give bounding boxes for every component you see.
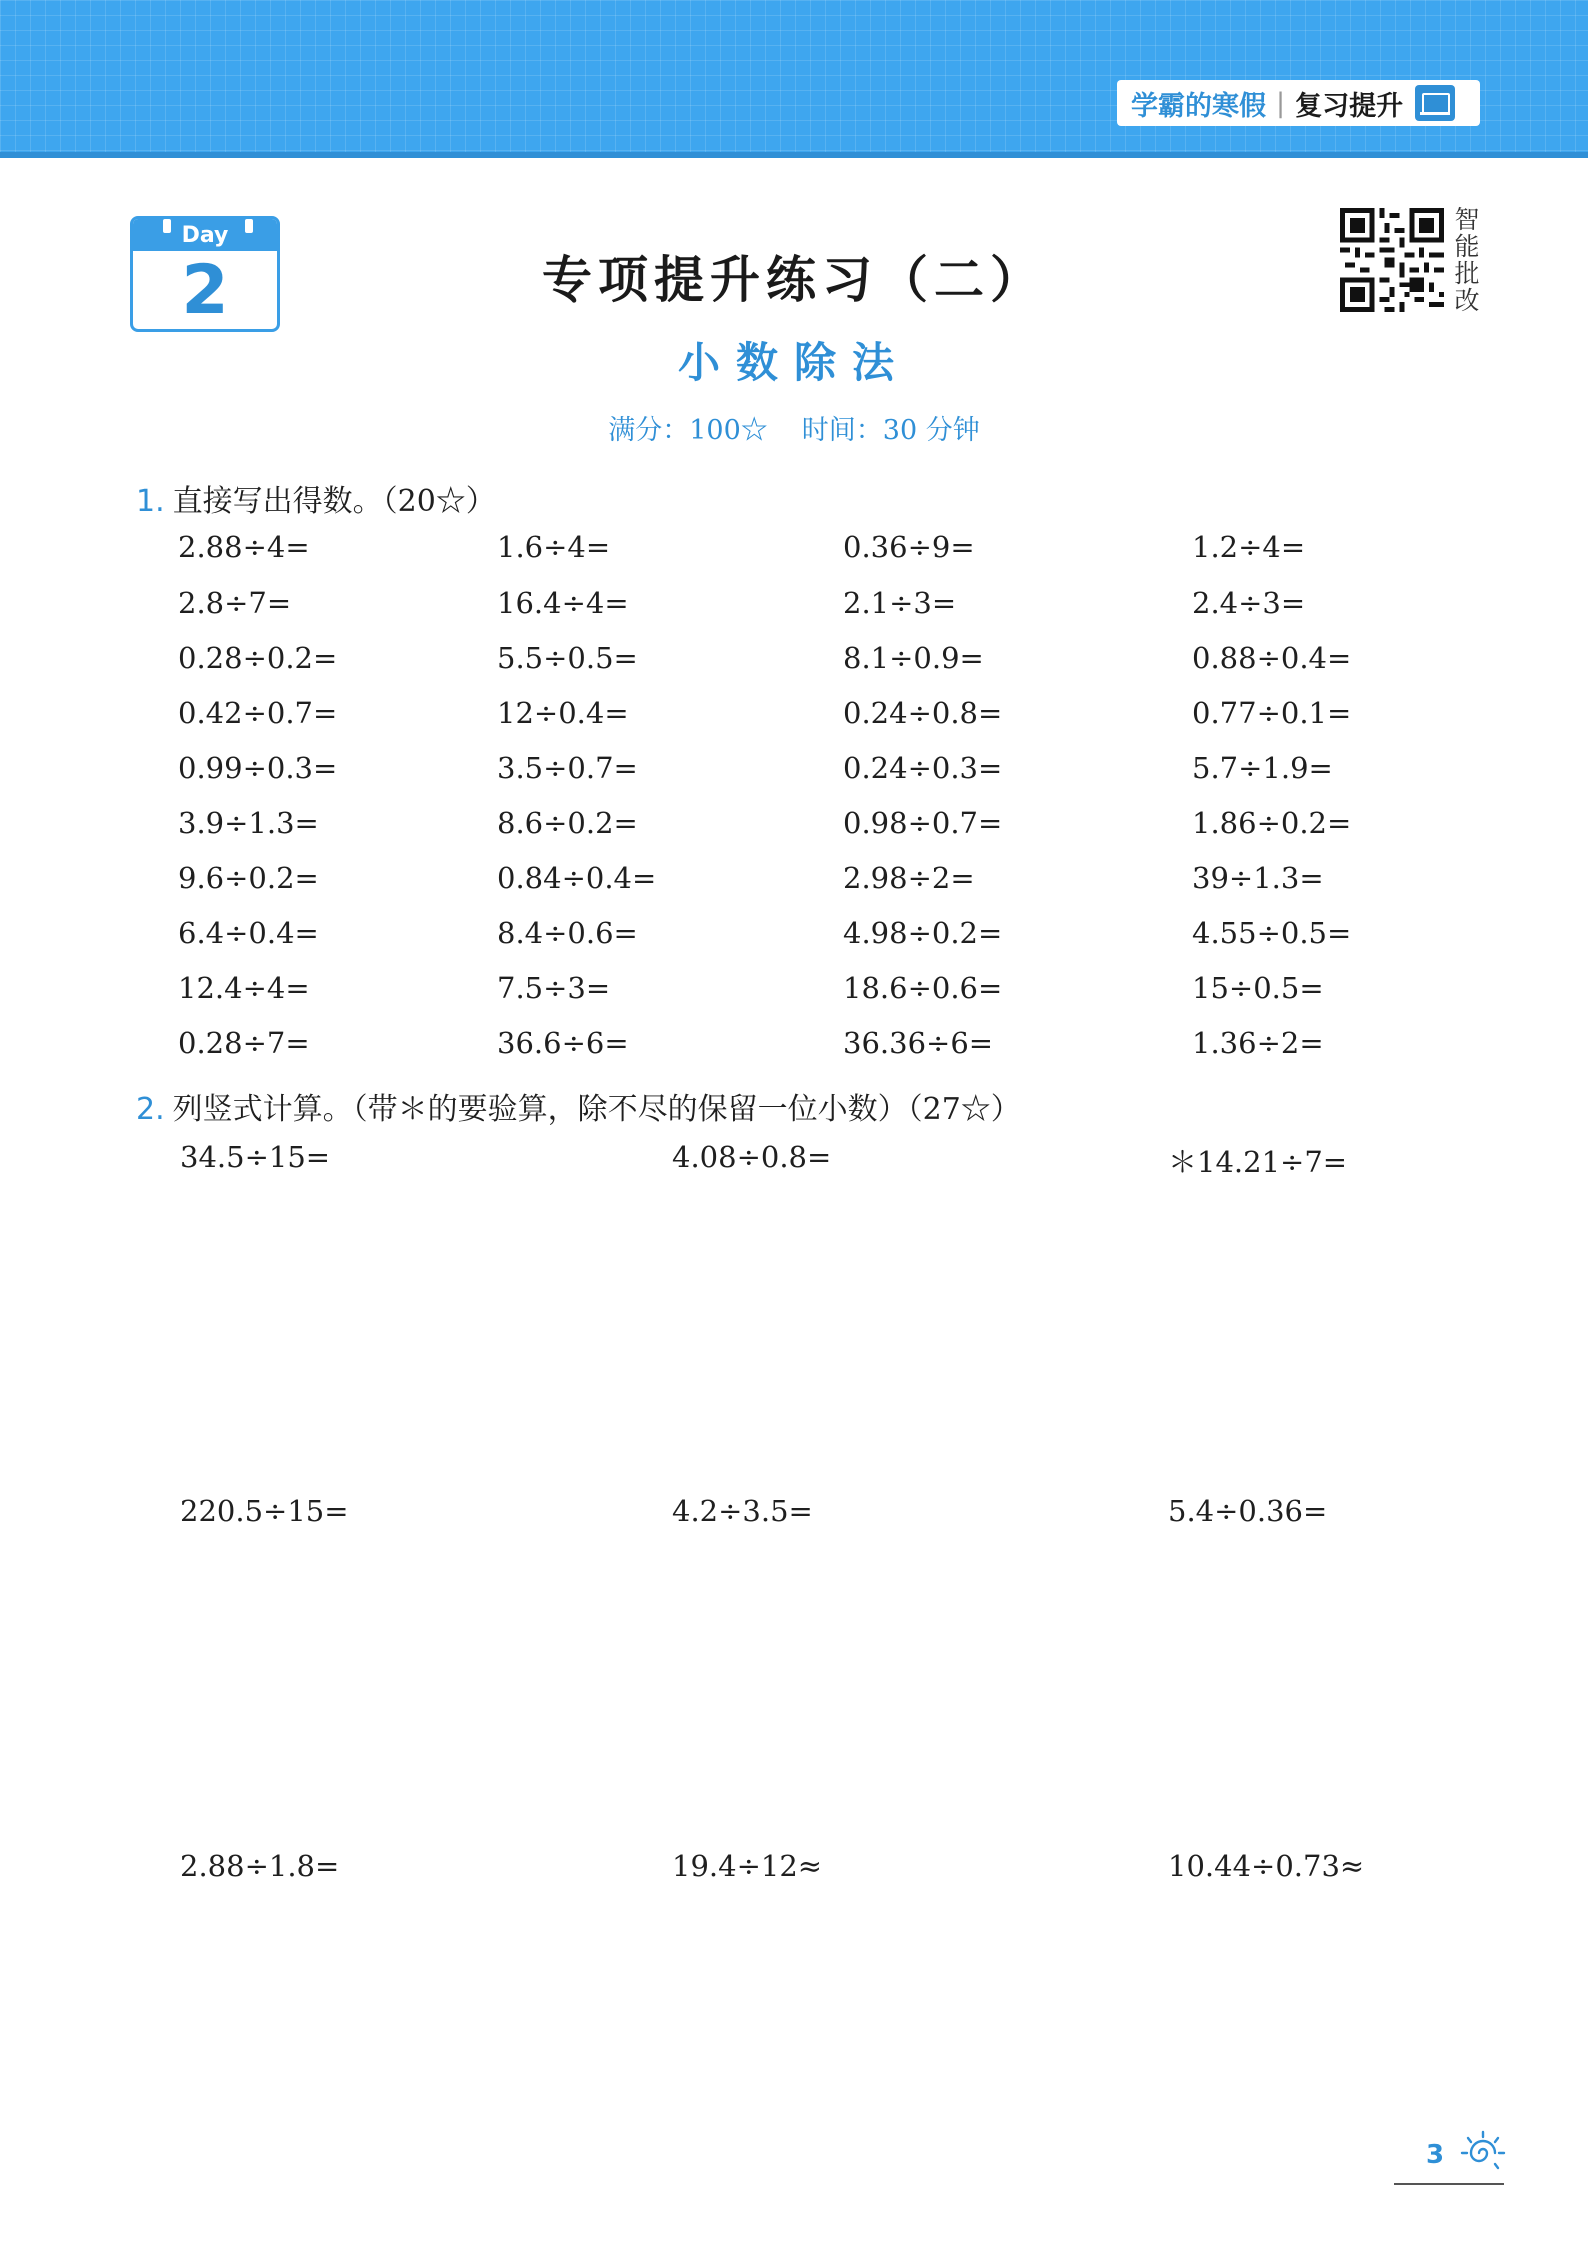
oral-calc-item: 7.5÷3= (497, 971, 611, 1005)
oral-calc-item: 0.98÷0.7= (843, 806, 1003, 840)
qr-code-icon[interactable] (1340, 208, 1444, 312)
qr-label: 智 能 批 改 (1454, 205, 1480, 315)
full-score: 满分：100☆ (608, 415, 768, 446)
brand-separator: | (1276, 87, 1286, 119)
section2-title: 列竖式计算。（带＊的要验算，除不尽的保留一位小数）（27☆） (172, 1092, 1021, 1127)
oral-calc-item: 8.1÷0.9= (843, 641, 984, 675)
oral-calc-item: 4.55÷0.5= (1192, 916, 1352, 950)
oral-calc-item: 2.1÷3= (843, 586, 957, 620)
oral-calc-item: 8.6÷0.2= (497, 806, 638, 840)
oral-calc-item: 0.28÷0.2= (178, 641, 338, 675)
oral-calc-item: 0.24÷0.3= (843, 751, 1003, 785)
oral-calc-item: 5.7÷1.9= (1192, 751, 1333, 785)
vertical-calc-item: 2.88÷1.8= (180, 1849, 340, 1883)
page-subtitle: 小数除法 (677, 338, 910, 387)
oral-calc-item: 4.98÷0.2= (843, 916, 1003, 950)
footer-rule (1394, 2183, 1504, 2185)
vertical-calc-item: ＊14.21÷7= (1168, 1145, 1348, 1179)
vertical-calc-item: 220.5÷15= (180, 1494, 349, 1528)
oral-calc-item: 0.24÷0.8= (843, 696, 1003, 730)
score-time-info (0, 408, 1588, 447)
section2-heading (136, 1084, 1021, 1128)
vertical-calc-item: 5.4÷0.36= (1168, 1494, 1328, 1528)
oral-calc-item: 0.77÷0.1= (1192, 696, 1352, 730)
vertical-calc-item: 19.4÷12≈ (672, 1849, 823, 1883)
series-name: 复习提升 (1295, 90, 1404, 122)
page-title: 专项提升练习（二） (542, 251, 1046, 309)
vertical-calc-item: 34.5÷15= (180, 1140, 331, 1174)
oral-calc-item: 2.4÷3= (1192, 586, 1306, 620)
oral-calc-item: 1.36÷2= (1192, 1026, 1324, 1060)
section1-heading (136, 476, 496, 520)
oral-calc-item: 1.86÷0.2= (1192, 806, 1352, 840)
oral-calc-item: 39÷1.3= (1192, 861, 1324, 895)
oral-calc-item: 2.88÷4= (178, 530, 310, 564)
calendar-ring-icon (243, 217, 255, 235)
oral-calc-item: 0.99÷0.3= (178, 751, 338, 785)
book-icon (1415, 85, 1455, 121)
day-number: 2 (181, 251, 229, 330)
brand-name: 学霸的寒假 (1131, 90, 1266, 122)
oral-calc-item: 0.42÷0.7= (178, 696, 338, 730)
oral-calc-item: 0.84÷0.4= (497, 861, 657, 895)
time-limit: 时间：30 分钟 (801, 415, 980, 446)
oral-calc-item: 12.4÷4= (178, 971, 310, 1005)
vertical-calc-item: 4.2÷3.5= (672, 1494, 813, 1528)
oral-calc-item: 3.9÷1.3= (178, 806, 319, 840)
oral-calc-item: 18.6÷0.6= (843, 971, 1003, 1005)
top-banner (0, 0, 1588, 158)
vertical-calc-item: 4.08÷0.8= (672, 1140, 832, 1174)
series-tag (1117, 80, 1480, 126)
oral-calc-item: 12÷0.4= (497, 696, 629, 730)
oral-calc-item: 1.6÷4= (497, 530, 611, 564)
oral-calc-item: 6.4÷0.4= (178, 916, 319, 950)
section1-number: 1. (136, 484, 165, 519)
oral-calc-item: 36.6÷6= (497, 1026, 629, 1060)
section2-number: 2. (136, 1092, 165, 1127)
oral-calc-item: 15÷0.5= (1192, 971, 1324, 1005)
calendar-ring-icon (161, 217, 173, 235)
page-number: 3 (1426, 2140, 1445, 2170)
oral-calc-item: 5.5÷0.5= (497, 641, 638, 675)
section1-title: 直接写出得数。（20☆） (172, 484, 496, 519)
oral-calc-item: 0.28÷7= (178, 1026, 310, 1060)
oral-calc-item: 1.2÷4= (1192, 530, 1306, 564)
oral-calc-item: 0.36÷9= (843, 530, 975, 564)
vertical-calc-item: 10.44÷0.73≈ (1168, 1849, 1365, 1883)
oral-calc-item: 9.6÷0.2= (178, 861, 319, 895)
oral-calc-item: 36.36÷6= (843, 1026, 994, 1060)
oral-calc-item: 3.5÷0.7= (497, 751, 638, 785)
sun-swirl-icon (1458, 2128, 1508, 2178)
day-label: Day (133, 219, 277, 251)
oral-calc-item: 2.8÷7= (178, 586, 292, 620)
oral-calc-item: 16.4÷4= (497, 586, 629, 620)
oral-calc-item: 8.4÷0.6= (497, 916, 638, 950)
oral-calc-item: 0.88÷0.4= (1192, 641, 1352, 675)
oral-calc-item: 2.98÷2= (843, 861, 975, 895)
